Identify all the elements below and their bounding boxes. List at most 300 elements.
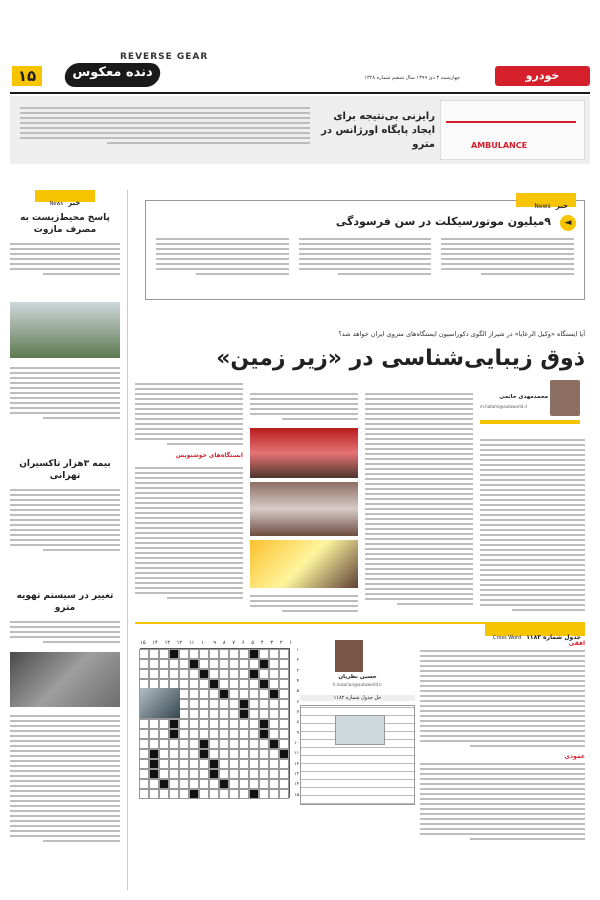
crossword-block bbox=[209, 679, 219, 689]
crossword-cell[interactable] bbox=[269, 729, 279, 739]
crossword-block bbox=[269, 739, 279, 749]
crossword-cell[interactable] bbox=[219, 749, 229, 759]
cw-vnum: ۵ bbox=[296, 689, 299, 695]
cw-vnum: ۶ bbox=[296, 699, 299, 705]
crossword-cell[interactable] bbox=[199, 679, 209, 689]
crossword-cell[interactable] bbox=[159, 789, 169, 799]
section-title-en: REVERSE GEAR bbox=[120, 52, 209, 62]
crossword-cell[interactable] bbox=[279, 729, 289, 739]
cw-num: ۳ bbox=[270, 640, 273, 646]
crossword-cell[interactable] bbox=[139, 729, 149, 739]
crossword-cell[interactable] bbox=[179, 679, 189, 689]
crossword-cell[interactable] bbox=[179, 769, 189, 779]
crossword-block bbox=[149, 769, 159, 779]
crossword-cell[interactable] bbox=[239, 689, 249, 699]
crossword-cell[interactable] bbox=[279, 769, 289, 779]
feature-col-2 bbox=[365, 390, 473, 608]
crossword-cell[interactable] bbox=[229, 649, 239, 659]
crossword-cell[interactable] bbox=[229, 789, 239, 799]
heartbeat-line-icon bbox=[446, 121, 576, 123]
crossword-cell[interactable] bbox=[239, 679, 249, 689]
crossword-block bbox=[239, 709, 249, 719]
crossword-cell[interactable] bbox=[209, 689, 219, 699]
crossword-cell[interactable] bbox=[159, 659, 169, 669]
sidebar-story2-text bbox=[10, 486, 120, 554]
crossword-cell[interactable] bbox=[189, 749, 199, 759]
feature-author bbox=[480, 380, 585, 430]
crossword-cell[interactable] bbox=[239, 749, 249, 759]
crossword-cell[interactable] bbox=[159, 759, 169, 769]
crossword-cell[interactable] bbox=[219, 789, 229, 799]
crossword-cell[interactable] bbox=[149, 789, 159, 799]
crossword-cell[interactable] bbox=[249, 659, 259, 669]
sidebar-divider bbox=[127, 190, 128, 890]
crossword-cell[interactable] bbox=[269, 709, 279, 719]
crossword-cell[interactable] bbox=[189, 739, 199, 749]
page-number: ۱۵ bbox=[12, 66, 42, 86]
crossword-cell[interactable] bbox=[149, 659, 159, 669]
feature-col-right bbox=[480, 436, 585, 614]
sidebar-story3-title: تغییر در سیستم تهویه مترو bbox=[16, 591, 114, 613]
previous-solution-label: حل جدول شماره ۱۱۸۲ bbox=[300, 695, 415, 701]
sidebar bbox=[10, 190, 120, 710]
crossword-cell[interactable] bbox=[259, 709, 269, 719]
crossword-block bbox=[259, 679, 269, 689]
crossword-clues bbox=[420, 640, 585, 843]
crossword-cell[interactable] bbox=[189, 669, 199, 679]
crossword-cell[interactable] bbox=[149, 729, 159, 739]
crossword-cell[interactable] bbox=[179, 719, 189, 729]
arrow-icon: ◄ bbox=[560, 215, 576, 231]
crossword-cell[interactable] bbox=[269, 679, 279, 689]
cw-num: ۱۰ bbox=[201, 640, 207, 646]
crossword-cell[interactable] bbox=[139, 749, 149, 759]
newspaper-logo-text: خودرو bbox=[525, 69, 560, 82]
crossword-cell[interactable] bbox=[179, 659, 189, 669]
crossword-cell[interactable] bbox=[279, 679, 289, 689]
header-rule bbox=[10, 92, 590, 94]
crossword-cell[interactable] bbox=[179, 789, 189, 799]
crossword-cell[interactable] bbox=[239, 739, 249, 749]
feature-subhead: ایستگاه‌های خوشنویس bbox=[175, 452, 243, 459]
crossword-cell[interactable] bbox=[229, 739, 239, 749]
crossword-block bbox=[249, 669, 259, 679]
crossword-cell[interactable] bbox=[269, 749, 279, 759]
cw-num: ۱۴ bbox=[152, 640, 158, 646]
crossword-cell[interactable] bbox=[169, 669, 179, 679]
crossword-cell[interactable] bbox=[159, 719, 169, 729]
crossword-cell[interactable] bbox=[169, 769, 179, 779]
feature-col-4 bbox=[135, 380, 243, 448]
crossword-block bbox=[209, 759, 219, 769]
crossword-cell[interactable] bbox=[199, 729, 209, 739]
news-headline: ۹میلیون موتورسیکلت در سن فرسودگی bbox=[335, 215, 551, 228]
crossword-cell[interactable] bbox=[179, 689, 189, 699]
crossword-cell[interactable] bbox=[219, 739, 229, 749]
crossword-cell[interactable] bbox=[239, 729, 249, 739]
car-lift-photo bbox=[140, 688, 180, 718]
crossword-cell[interactable] bbox=[249, 729, 259, 739]
crossword-cell[interactable] bbox=[149, 779, 159, 789]
previous-solution-photo bbox=[335, 715, 385, 745]
crossword-block bbox=[249, 649, 259, 659]
crossword-cell[interactable] bbox=[249, 699, 259, 709]
crossword-block bbox=[219, 779, 229, 789]
crossword-cell[interactable] bbox=[279, 659, 289, 669]
feature-kicker: آیا ایستگاه «وکیل الرعایا» در شیراز الگوی دکوراسیون ایستگاه‌های متروی ایران خواهد شد؟ bbox=[338, 330, 585, 338]
crossword-cell[interactable] bbox=[199, 789, 209, 799]
crossword-cell[interactable] bbox=[199, 689, 209, 699]
cw-vnum: ۹ bbox=[296, 730, 299, 736]
crossword-cell[interactable] bbox=[199, 709, 209, 719]
crossword-block bbox=[249, 789, 259, 799]
crossword-cell[interactable] bbox=[189, 699, 199, 709]
top-story-band bbox=[10, 96, 590, 164]
crossword-block bbox=[159, 779, 169, 789]
horizontal-label: افقی bbox=[568, 640, 585, 647]
crossword-cell[interactable] bbox=[259, 789, 269, 799]
cw-vnum: ۱ bbox=[296, 648, 299, 653]
crossword-cell[interactable] bbox=[259, 749, 269, 759]
news-body bbox=[156, 235, 574, 278]
crossword-author-photo bbox=[335, 640, 363, 672]
crossword-cell[interactable] bbox=[209, 699, 219, 709]
crossword-cell[interactable] bbox=[229, 769, 239, 779]
crossword-cell[interactable] bbox=[189, 689, 199, 699]
cw-num: ۶ bbox=[241, 640, 245, 646]
crossword-cell[interactable] bbox=[189, 779, 199, 789]
crossword-block bbox=[259, 719, 269, 729]
ambulance-image bbox=[440, 100, 585, 160]
page-header bbox=[0, 0, 600, 95]
crossword-cell[interactable] bbox=[229, 659, 239, 669]
crossword-author bbox=[300, 640, 415, 690]
section-title-fa: دنده معکوس bbox=[72, 65, 153, 80]
crossword-block bbox=[199, 739, 209, 749]
crossword-cell[interactable] bbox=[209, 719, 219, 729]
crossword-cell[interactable] bbox=[179, 749, 189, 759]
crossword-cell[interactable] bbox=[259, 669, 269, 679]
cw-vnum: ۱۲ bbox=[294, 761, 299, 767]
crossword-block bbox=[269, 689, 279, 699]
crossword-cell[interactable] bbox=[199, 779, 209, 789]
crossword-cell[interactable] bbox=[239, 779, 249, 789]
crossword-cell[interactable] bbox=[139, 779, 149, 789]
crossword-cell[interactable] bbox=[209, 789, 219, 799]
crossword-block bbox=[189, 659, 199, 669]
vertical-label: عمودی bbox=[564, 753, 585, 760]
crossword-cell[interactable] bbox=[249, 749, 259, 759]
crossword-cell[interactable] bbox=[159, 729, 169, 739]
crossword-cell[interactable] bbox=[199, 719, 209, 729]
crossword-cell[interactable] bbox=[269, 719, 279, 729]
feature-col-3 bbox=[250, 390, 358, 423]
crossword-cell[interactable] bbox=[209, 739, 219, 749]
crossword-cell[interactable] bbox=[219, 729, 229, 739]
crossword-cell[interactable] bbox=[239, 669, 249, 679]
crossword-cell[interactable] bbox=[179, 649, 189, 659]
cw-vnum: ۱۴ bbox=[294, 782, 299, 788]
crossword-block bbox=[259, 659, 269, 669]
crossword-cell[interactable] bbox=[259, 739, 269, 749]
crossword-cell[interactable] bbox=[189, 729, 199, 739]
crossword-cell[interactable] bbox=[179, 779, 189, 789]
sidebar-badge bbox=[35, 190, 95, 207]
crossword-cell[interactable] bbox=[219, 769, 229, 779]
crossword-cell[interactable] bbox=[219, 709, 229, 719]
crossword-cell[interactable] bbox=[139, 739, 149, 749]
crossword-cell[interactable] bbox=[199, 659, 209, 669]
crossword-cell[interactable] bbox=[229, 759, 239, 769]
cw-num: ۸ bbox=[222, 640, 226, 646]
crossword-block bbox=[169, 649, 179, 659]
crossword-cell[interactable] bbox=[249, 719, 259, 729]
crossword-cell[interactable] bbox=[179, 739, 189, 749]
crossword-block bbox=[169, 729, 179, 739]
sidebar-story1-title: پاسخ محیط‌زیست به مصرف مازوت bbox=[20, 213, 110, 235]
crossword-cell[interactable] bbox=[159, 739, 169, 749]
crossword-cell[interactable] bbox=[269, 669, 279, 679]
crossword-cell[interactable] bbox=[249, 779, 259, 789]
crossword-cell[interactable] bbox=[229, 719, 239, 729]
crossword-cell[interactable] bbox=[269, 779, 279, 789]
crossword-grid[interactable] bbox=[140, 648, 290, 798]
cw-vnum: ۱۱ bbox=[294, 751, 299, 757]
crossword-cell[interactable] bbox=[269, 659, 279, 669]
crossword-cell[interactable] bbox=[249, 679, 259, 689]
feature-headline: ذوق زیبایی‌شناسی در «زیر زمین» bbox=[216, 346, 585, 371]
crossword-cell[interactable] bbox=[179, 729, 189, 739]
crossword-cell[interactable] bbox=[219, 659, 229, 669]
crossword-cell[interactable] bbox=[169, 739, 179, 749]
cw-vnum: ۱۳ bbox=[294, 772, 299, 778]
crossword-cell[interactable] bbox=[169, 779, 179, 789]
crossword-cell[interactable] bbox=[279, 699, 289, 709]
crossword-cell[interactable] bbox=[179, 759, 189, 769]
cw-vnum: ۷ bbox=[296, 710, 299, 716]
crossword-cell[interactable] bbox=[229, 689, 239, 699]
crossword-cell[interactable] bbox=[209, 649, 219, 659]
crossword-cell[interactable] bbox=[269, 789, 279, 799]
crossword-block bbox=[259, 729, 269, 739]
crossword-cell[interactable] bbox=[229, 729, 239, 739]
crossword-cell[interactable] bbox=[249, 689, 259, 699]
crossword-cell[interactable] bbox=[169, 749, 179, 759]
crossword-cell[interactable] bbox=[279, 719, 289, 729]
crossword-cell[interactable] bbox=[169, 759, 179, 769]
crossword-cell[interactable] bbox=[279, 689, 289, 699]
crossword-cell[interactable] bbox=[279, 649, 289, 659]
crossword-cell[interactable] bbox=[139, 649, 149, 659]
crossword-author-name: حسین نظریان bbox=[338, 674, 377, 680]
crossword-cell[interactable] bbox=[229, 749, 239, 759]
crossword-cell[interactable] bbox=[219, 759, 229, 769]
crossword-cell[interactable] bbox=[139, 789, 149, 799]
crossword-cell[interactable] bbox=[179, 699, 189, 709]
crossword-title-fa: جدول شماره ۱۱۸۳ bbox=[526, 634, 581, 641]
crossword-cell[interactable] bbox=[189, 759, 199, 769]
crossword-cell[interactable] bbox=[159, 749, 169, 759]
crossword-badge bbox=[485, 624, 585, 641]
crossword-cell[interactable] bbox=[219, 669, 229, 679]
crossword-cell[interactable] bbox=[249, 709, 259, 719]
crossword-cell[interactable] bbox=[279, 709, 289, 719]
ambulance-label: AMBULANCE bbox=[471, 141, 528, 150]
crossword-block bbox=[239, 699, 249, 709]
crossword-cell[interactable] bbox=[239, 719, 249, 729]
crossword-cell[interactable] bbox=[229, 709, 239, 719]
crossword-cell[interactable] bbox=[179, 669, 189, 679]
crossword-cell[interactable] bbox=[239, 769, 249, 779]
crossword-author-email: h.nazarian@autoworld.ir bbox=[332, 682, 383, 687]
crossword-block bbox=[149, 759, 159, 769]
cw-vnum: ۸ bbox=[296, 720, 299, 726]
crossword-cell[interactable] bbox=[149, 669, 159, 679]
crossword-cell[interactable] bbox=[219, 719, 229, 729]
crossword-cell[interactable] bbox=[219, 679, 229, 689]
sidebar-story1-cont bbox=[10, 364, 120, 422]
news-badge-fa: خبر bbox=[555, 202, 568, 210]
crossword-cell[interactable] bbox=[159, 769, 169, 779]
crossword-cell[interactable] bbox=[189, 679, 199, 689]
crossword-cell[interactable] bbox=[219, 649, 229, 659]
crossword-cell[interactable] bbox=[209, 669, 219, 679]
crossword-cell[interactable] bbox=[149, 739, 159, 749]
crossword-cell[interactable] bbox=[179, 709, 189, 719]
crossword-cell[interactable] bbox=[209, 709, 219, 719]
crossword-cell[interactable] bbox=[259, 779, 269, 789]
crossword-cell[interactable] bbox=[189, 769, 199, 779]
cw-vnum: ۲ bbox=[296, 658, 299, 664]
sidebar-badge-fa: خبر bbox=[68, 199, 81, 207]
people-image bbox=[10, 652, 120, 707]
crossword-numbers bbox=[140, 640, 292, 646]
sidebar-cont-text bbox=[10, 712, 120, 845]
crossword-cell[interactable] bbox=[259, 689, 269, 699]
crossword-cell[interactable] bbox=[229, 779, 239, 789]
crossword-block bbox=[169, 719, 179, 729]
news-badge bbox=[516, 193, 576, 210]
crossword-cell[interactable] bbox=[279, 759, 289, 769]
crossword-cell[interactable] bbox=[199, 759, 209, 769]
news-badge-en: News bbox=[534, 203, 551, 210]
crossword-cell[interactable] bbox=[219, 699, 229, 709]
crossword-cell[interactable] bbox=[189, 709, 199, 719]
sidebar-story3-text bbox=[10, 618, 120, 646]
crossword-cell[interactable] bbox=[279, 779, 289, 789]
crossword-cell[interactable] bbox=[269, 699, 279, 709]
cw-vnum: ۳ bbox=[296, 668, 299, 674]
crossword-block bbox=[189, 789, 199, 799]
date-line: چهارشنبه ۳ دی ۱۳۹۹ سال ششم شماره ۱۳۲۸ bbox=[364, 75, 460, 81]
sidebar-story1-text bbox=[10, 240, 120, 278]
crossword-cell[interactable] bbox=[269, 759, 279, 769]
crossword-cell[interactable] bbox=[249, 739, 259, 749]
crossword-cell[interactable] bbox=[259, 769, 269, 779]
crossword-cell[interactable] bbox=[229, 699, 239, 709]
sidebar-badge-en: News bbox=[49, 201, 64, 207]
crossword-cell[interactable] bbox=[259, 759, 269, 769]
metro-photo-yellow bbox=[250, 540, 358, 588]
crossword-block bbox=[219, 689, 229, 699]
crossword-cell[interactable] bbox=[159, 649, 169, 659]
top-story-text bbox=[20, 104, 310, 147]
cw-num: ۱۲ bbox=[176, 640, 183, 646]
crossword-cell[interactable] bbox=[159, 669, 169, 679]
crossword-cell[interactable] bbox=[239, 649, 249, 659]
crossword-cell[interactable] bbox=[239, 759, 249, 769]
crossword-cell[interactable] bbox=[279, 739, 289, 749]
crossword-block bbox=[209, 769, 219, 779]
author-rule bbox=[480, 420, 580, 424]
crossword-cell[interactable] bbox=[149, 649, 159, 659]
metro-photo-red bbox=[250, 428, 358, 478]
crossword-cell[interactable] bbox=[199, 769, 209, 779]
crossword-cell[interactable] bbox=[229, 669, 239, 679]
crossword-cell[interactable] bbox=[209, 779, 219, 789]
crossword-header bbox=[135, 622, 585, 641]
cw-num: ۴ bbox=[260, 640, 264, 646]
crossword-block bbox=[149, 749, 159, 759]
crossword-cell[interactable] bbox=[269, 769, 279, 779]
crossword-cell[interactable] bbox=[169, 789, 179, 799]
author-email: m.hatami@autoworld.ir bbox=[480, 404, 528, 409]
crossword-cell[interactable] bbox=[139, 659, 149, 669]
cw-num: ۵ bbox=[251, 640, 254, 646]
crossword-cell[interactable] bbox=[189, 649, 199, 659]
crossword-cell[interactable] bbox=[139, 719, 149, 729]
crossword-cell[interactable] bbox=[199, 649, 209, 659]
crossword-cell[interactable] bbox=[199, 699, 209, 709]
crossword-cell[interactable] bbox=[209, 729, 219, 739]
crossword-cell[interactable] bbox=[209, 659, 219, 669]
crossword-cell[interactable] bbox=[249, 759, 259, 769]
crossword-cell[interactable] bbox=[239, 789, 249, 799]
cw-num: ۷ bbox=[232, 640, 235, 646]
crossword-cell[interactable] bbox=[209, 749, 219, 759]
crossword-cell[interactable] bbox=[279, 669, 289, 679]
cw-num: ۱۵ bbox=[140, 640, 146, 646]
news-box bbox=[145, 200, 585, 300]
crossword-cell[interactable] bbox=[139, 669, 149, 679]
crossword-cell[interactable] bbox=[249, 769, 259, 779]
crossword-cell[interactable] bbox=[229, 679, 239, 689]
crossword-block bbox=[279, 749, 289, 759]
cw-vnum: ۱۰ bbox=[294, 741, 299, 747]
crossword-cell[interactable] bbox=[259, 649, 269, 659]
crossword-cell[interactable] bbox=[139, 759, 149, 769]
cw-num: ۱ bbox=[289, 640, 292, 646]
cw-num: ۲ bbox=[279, 640, 283, 646]
crossword-cell[interactable] bbox=[189, 719, 199, 729]
crossword-block bbox=[199, 749, 209, 759]
cw-num: ۹ bbox=[213, 640, 216, 646]
crossword-cell[interactable] bbox=[139, 769, 149, 779]
cw-vnum: ۱۵ bbox=[294, 792, 299, 798]
metro-photo-arches bbox=[250, 482, 358, 536]
crossword-cell[interactable] bbox=[259, 699, 269, 709]
crossword-cell[interactable] bbox=[169, 659, 179, 669]
crossword-cell[interactable] bbox=[149, 719, 159, 729]
author-photo bbox=[550, 380, 580, 416]
crossword-title-en: Cross Word bbox=[493, 635, 522, 641]
crossword-cell[interactable] bbox=[279, 789, 289, 799]
cw-num: ۱۳ bbox=[164, 640, 170, 646]
sidebar-story2-title: بیمه ۳هزار تاکسیران تهرانی bbox=[19, 459, 111, 481]
crossword-cell[interactable] bbox=[239, 659, 249, 669]
author-name: محمدمهدی حاتمی bbox=[499, 394, 548, 400]
crossword-cell[interactable] bbox=[269, 649, 279, 659]
